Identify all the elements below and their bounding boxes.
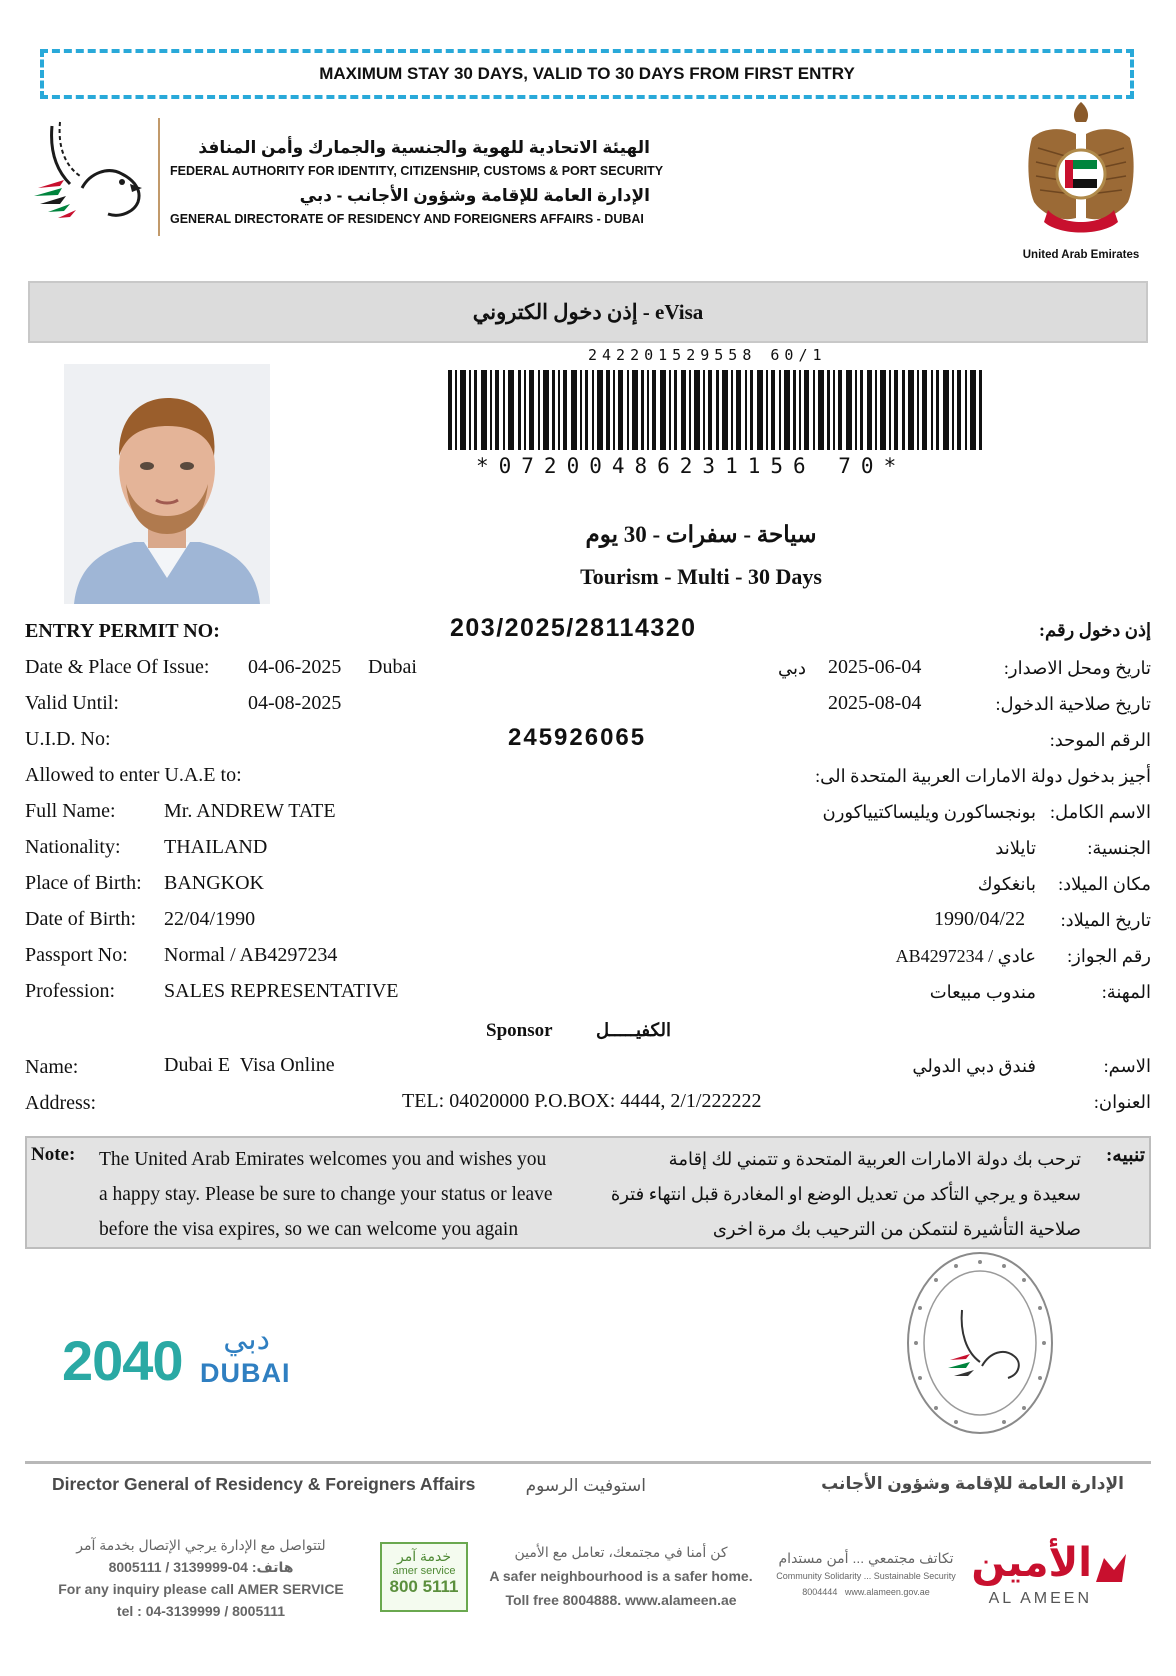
- uid-label-ar: الرقم الموحد:: [1049, 730, 1151, 750]
- entry-permit-label-ar: إذن دخول رقم:: [1038, 620, 1151, 640]
- sponsor-address-value: TEL: 04020000 P.O.BOX: 4444, 2/1/222222: [402, 1090, 762, 1112]
- place-of-birth-value: BANGKOK: [164, 872, 264, 894]
- amer-service-logo: [380, 1542, 468, 1612]
- authority-name-ar: الهيئة الاتحادية للهوية والجنسية والجمارك وأمن المنافذ: [198, 138, 650, 157]
- entry-permit-number: 203/2025/28114320: [450, 614, 697, 642]
- nationality-label-ar: الجنسية:: [1087, 838, 1151, 858]
- sponsor-address-label: Address:: [25, 1092, 97, 1114]
- community-en: Community Solidarity ... Sustainable Security: [776, 1571, 956, 1581]
- alameen-brand-en: AL AMEEN: [988, 1590, 1092, 1607]
- note-label: Note:: [31, 1144, 76, 1165]
- note-line-ar: ترحب بك دولة الامارات العربية المتحدة و تتمني لك إقامة: [668, 1149, 1081, 1169]
- date-of-birth-value: 22/04/1990: [164, 908, 256, 930]
- nationality-value: THAILAND: [164, 836, 268, 858]
- authority-falcon-logo: [30, 118, 150, 228]
- barcode-bottom-number: *07200486231156 70*: [476, 454, 907, 478]
- amer-contact-ar: لتتواصل مع الإدارة يرجي الإتصال بخدمة آمر: [76, 1537, 326, 1553]
- uid-number: 245926065: [508, 724, 647, 751]
- note-text-ar: [601, 1142, 1081, 1247]
- footer-divider: [25, 1461, 1151, 1464]
- alameen-slogan: [486, 1540, 756, 1612]
- date-of-birth-value-ar: 1990/04/22: [934, 908, 1026, 930]
- issue-label: Date & Place Of Issue:: [25, 656, 210, 678]
- evisa-title-bar: [28, 281, 1148, 343]
- profession-value: SALES REPRESENTATIVE: [164, 980, 399, 1002]
- visa-type-en: Tourism - Multi - 30 Days: [580, 564, 822, 589]
- full-name-value: Mr. ANDREW TATE: [164, 800, 336, 822]
- note-box: [25, 1136, 1151, 1249]
- amer-logo-ar: خدمة آمر: [396, 1548, 451, 1564]
- profession-label: Profession:: [25, 980, 115, 1002]
- amer-phone-ar: هاتف: 04-3139999 / 8005111: [108, 1559, 294, 1575]
- dubai-ar: دبي: [223, 1323, 270, 1356]
- uae-emblem: [1022, 98, 1140, 246]
- emblem-caption: United Arab Emirates: [1022, 249, 1140, 261]
- sponsor-name-label-ar: الاسم:: [1103, 1056, 1151, 1076]
- note-line-en: a happy stay. Please be sure to change your status or leave: [99, 1184, 553, 1205]
- directorate-name-ar: الإدارة العامة للإقامة وشؤون الأجانب - دبي: [299, 186, 650, 205]
- sponsor-address-label-ar: العنوان:: [1093, 1092, 1151, 1112]
- logo-divider: [158, 118, 160, 236]
- passport-value-ar: عادي / AB4297234: [895, 946, 1036, 966]
- sponsor-name-label: Name:: [25, 1056, 79, 1078]
- visa-type-ar: سياحة - سفرات - 30 يوم: [585, 522, 817, 547]
- valid-label: Valid Until:: [25, 692, 119, 714]
- issue-place-ar: دبي: [777, 658, 806, 678]
- footer-fees-paid: استوفيت الرسوم: [525, 1476, 646, 1495]
- issue-place: Dubai: [368, 656, 417, 678]
- community-security: [774, 1550, 958, 1597]
- amer-contact: [56, 1534, 346, 1622]
- alameen-tollfree: Toll free 8004888. www.alameen.ae: [505, 1592, 737, 1608]
- dubai-2040-logo: [62, 1323, 291, 1394]
- official-stamp: [904, 1248, 1056, 1438]
- passport-label-ar: رقم الجواز:: [1067, 946, 1151, 966]
- valid-label-ar: تاريخ صلاحية الدخول:: [995, 694, 1151, 714]
- alameen-slogan-en: A safer neighbourhood is a safer home.: [489, 1568, 753, 1584]
- note-line-en: before the visa expires, so we can welcome you again: [99, 1219, 519, 1240]
- footer-directorate-ar: الإدارة العامة للإقامة وشؤون الأجانب: [821, 1474, 1124, 1493]
- max-stay-banner: MAXIMUM STAY 30 DAYS, VALID TO 30 DAYS FROM FIRST ENTRY: [40, 49, 1134, 99]
- allowed-label: Allowed to enter U.A.E to:: [25, 764, 242, 786]
- date-of-birth-label: Date of Birth:: [25, 908, 137, 930]
- evisa-title: إذن دخول الكتروني - eVisa: [472, 299, 704, 324]
- note-line-ar: سعيدة و يرجي التأكد من تعديل الوضع او المغادرة قبل انتهاء فترة: [610, 1184, 1081, 1204]
- passport-label: Passport No:: [25, 944, 128, 966]
- sponsor-name-value: Dubai E Visa Online: [164, 1054, 335, 1076]
- note-line-en: The United Arab Emirates welcomes you and wishes you: [99, 1149, 547, 1170]
- sponsor-name-value-ar: فندق دبي الدولي: [912, 1056, 1036, 1076]
- full-name-label-ar: الاسم الكامل:: [1049, 802, 1151, 822]
- amer-logo-number: 800 5111: [389, 1577, 459, 1596]
- sponsor-heading-ar: الكفيـــــل: [596, 1020, 671, 1040]
- alameen-brand-ar: الأمين: [971, 1541, 1092, 1585]
- passport-value: Normal / AB4297234: [164, 944, 338, 966]
- issue-date-ar: 2025-06-04: [828, 656, 922, 678]
- date-of-birth-label-ar: تاريخ الميلاد:: [1060, 910, 1151, 930]
- alameen-emblem-icon: [1092, 1550, 1130, 1588]
- uid-label: U.I.D. No:: [25, 728, 111, 750]
- alameen-brand-logo: [971, 1541, 1134, 1614]
- dubai-en: DUBAI: [200, 1358, 291, 1388]
- sponsor-heading: Sponsor: [486, 1020, 553, 1041]
- community-contact: 8004444 www.alameen.gov.ae: [802, 1587, 930, 1597]
- allowed-label-ar: أجيز بدخول دولة الامارات العربية المتحدة الى:: [815, 766, 1151, 786]
- valid-date-ar: 2025-08-04: [828, 692, 922, 714]
- issue-label-ar: تاريخ ومحل الاصدار:: [1003, 658, 1151, 678]
- applicant-photo: [64, 364, 270, 604]
- profession-label-ar: المهنة:: [1101, 982, 1151, 1002]
- footer-director-general: Director General of Residency & Foreigners Affairs: [52, 1474, 476, 1494]
- amer-phone-en: tel : 04-3139999 / 8005111: [116, 1603, 286, 1619]
- full-name-label: Full Name:: [25, 800, 116, 822]
- alameen-slogan-ar: كن أمنا في مجتمعك، تعامل مع الأمين: [514, 1544, 728, 1560]
- amer-contact-en: For any inquiry please call AMER SERVICE: [58, 1581, 344, 1597]
- issue-date: 04-06-2025: [248, 656, 342, 678]
- barcode-top-number: 242201529558 60/1: [588, 346, 827, 364]
- community-ar: تكاتف مجتمعي ... أمن مستدام: [778, 1550, 954, 1566]
- nationality-value-ar: تايلاند: [995, 838, 1036, 858]
- place-of-birth-label-ar: مكان الميلاد:: [1058, 874, 1151, 894]
- barcode: [448, 370, 984, 450]
- profession-value-ar: مندوب مبيعات: [929, 982, 1036, 1002]
- authority-names: [170, 138, 664, 234]
- entry-permit-label: ENTRY PERMIT NO:: [25, 620, 220, 642]
- amer-logo-en: amer service: [392, 1565, 456, 1577]
- note-text-en: [99, 1142, 599, 1247]
- dubai-2040-number: 2040: [62, 1329, 183, 1392]
- valid-date: 04-08-2025: [248, 692, 342, 714]
- place-of-birth-label: Place of Birth:: [25, 872, 142, 894]
- place-of-birth-value-ar: بانغكوك: [977, 874, 1036, 894]
- full-name-value-ar: بونجساكورن ويليساكتيياكورن: [822, 802, 1036, 822]
- note-line-ar: صلاحية التأشيرة لنتمكن من الترحيب بك مرة اخرى: [712, 1219, 1081, 1239]
- authority-name-en: FEDERAL AUTHORITY FOR IDENTITY, CITIZENSHIP, CUSTOMS & PORT SECURITY: [170, 164, 664, 178]
- nationality-label: Nationality:: [25, 836, 121, 858]
- directorate-name-en: GENERAL DIRECTORATE OF RESIDENCY AND FOREIGNERS AFFAIRS - DUBAI: [170, 212, 644, 226]
- note-label-ar: تنبيه:: [1105, 1145, 1145, 1166]
